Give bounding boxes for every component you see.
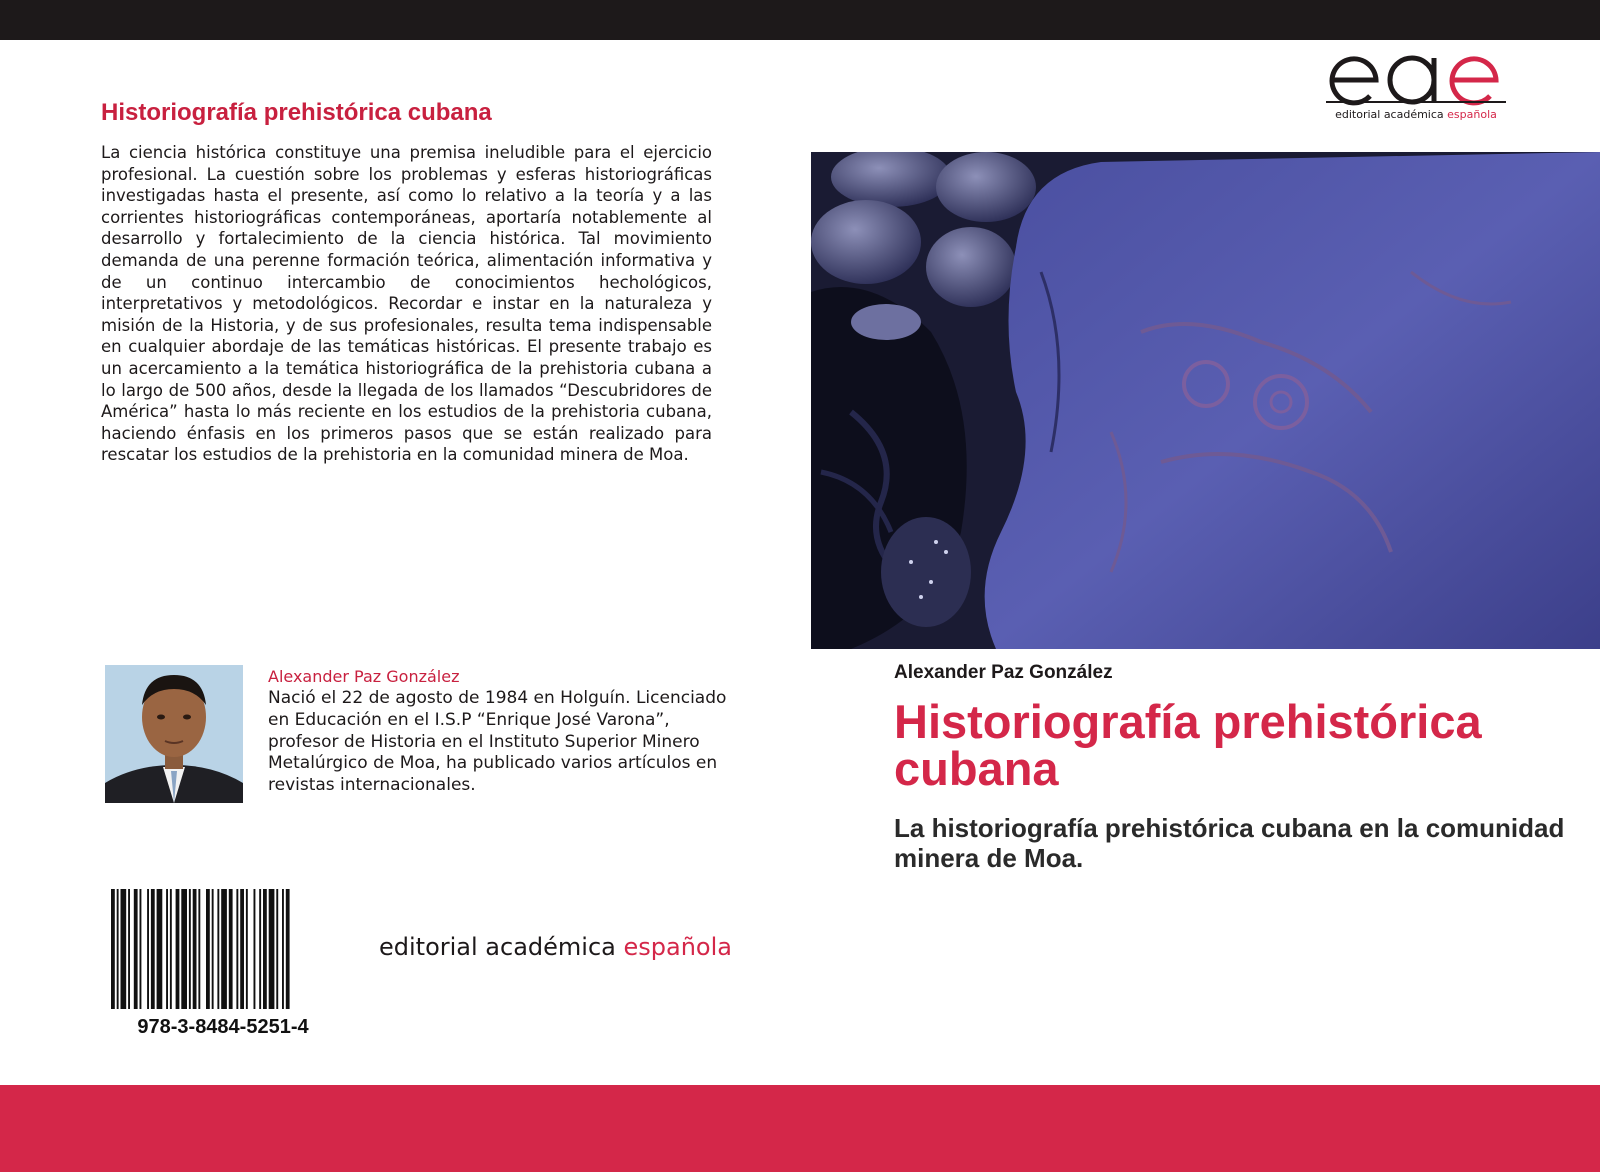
barcode-bar bbox=[282, 889, 284, 1009]
barcode-bar bbox=[189, 889, 191, 1009]
isbn-barcode-icon bbox=[111, 889, 335, 1009]
isbn-number: 978-3-8484-5251-4 bbox=[137, 1016, 309, 1038]
barcode-bar bbox=[193, 889, 197, 1009]
barcode-bar bbox=[166, 889, 168, 1009]
barcode-bar bbox=[286, 889, 290, 1009]
barcode-bar bbox=[157, 889, 163, 1009]
barcode-bar bbox=[181, 889, 187, 1009]
barcode-bar bbox=[170, 889, 172, 1009]
barcode-bar bbox=[117, 889, 119, 1009]
back-cover-title: Historiografía prehistórica cubana bbox=[101, 99, 492, 126]
barcode-bar bbox=[276, 889, 278, 1009]
back-cover-blurb: La ciencia histórica constituye una premisa ineludible para el ejercicio profesional. La cuestión sobre los problemas y esferas historiográficas investigadas hasta el presente, así como lo relativo a la teoría y a las corrientes historiográficas contemporáneas, aportaría notablemente al desarrollo y fortalecimiento de la ciencia histórica. Tal movimiento demanda de una perenne formación teórica, alimentación informativa y de un continuo intercambio de conocimientos hecholόgicos, interpretativos y metodológicos. Recordar e instar en la naturaleza y misión de la Historia, y de sus profesionales, resulta tema indispensable en cualquier abordaje de las temáticas históricas. El presente trabajo es un acercamiento a la temática historiográfica de la prehistoria cubana a lo largo de 500 años, desde la llegada de los llamados “Descubridores de América” hasta lo más reciente en los estudios de la prehistoria cubana, haciendo énfasis en los primeros pasos que se están realizado para rescatar los estudios de la prehistoria en la comunidad minera de Moa. bbox=[101, 143, 712, 465]
barcode-bar bbox=[240, 889, 244, 1009]
publisher-name: editorial académica española bbox=[379, 933, 732, 961]
barcode-bar bbox=[134, 889, 138, 1009]
barcode-bar bbox=[246, 889, 248, 1009]
barcode-bar bbox=[198, 889, 200, 1009]
petroglyph-rock-photo bbox=[811, 152, 1600, 649]
barcode-bar bbox=[111, 889, 115, 1009]
top-band bbox=[0, 0, 1600, 40]
barcode-bar bbox=[236, 889, 238, 1009]
barcode-bar bbox=[217, 889, 219, 1009]
barcode-bar bbox=[176, 889, 180, 1009]
bottom-band bbox=[0, 1085, 1600, 1172]
barcode-bar bbox=[128, 889, 130, 1009]
bio-text: Nació el 22 de agosto de 1984 en Holguín. Licenciado en Educación en el I.S.P “Enrique José Varona”, profesor de Historia en el Instituto Superior Minero Metalúrgico de Moa, ha publicado varios artículos en revistas internacionales. bbox=[268, 688, 727, 796]
barcode-bar bbox=[147, 889, 149, 1009]
author-portrait-photo bbox=[105, 665, 243, 803]
barcode-bar bbox=[140, 889, 142, 1009]
barcode-bar bbox=[212, 889, 214, 1009]
logo-caption: editorial académica española bbox=[1335, 108, 1497, 121]
front-subtitle: La historiografía prehistórica cubana en la comunidad minera de Moa. bbox=[894, 813, 1565, 873]
barcode-bar bbox=[229, 889, 233, 1009]
barcode-bar bbox=[206, 889, 210, 1009]
barcode-bar bbox=[259, 889, 261, 1009]
barcode-bar bbox=[221, 889, 227, 1009]
barcode-bar bbox=[263, 889, 267, 1009]
front-title: Historiografía prehistórica cubana bbox=[894, 695, 1482, 795]
front-author-name: Alexander Paz González bbox=[894, 662, 1113, 683]
barcode-bar bbox=[121, 889, 127, 1009]
barcode-bar bbox=[269, 889, 275, 1009]
bio-author-name: Alexander Paz González bbox=[268, 667, 460, 686]
barcode-bar bbox=[151, 889, 155, 1009]
barcode-bar bbox=[254, 889, 256, 1009]
